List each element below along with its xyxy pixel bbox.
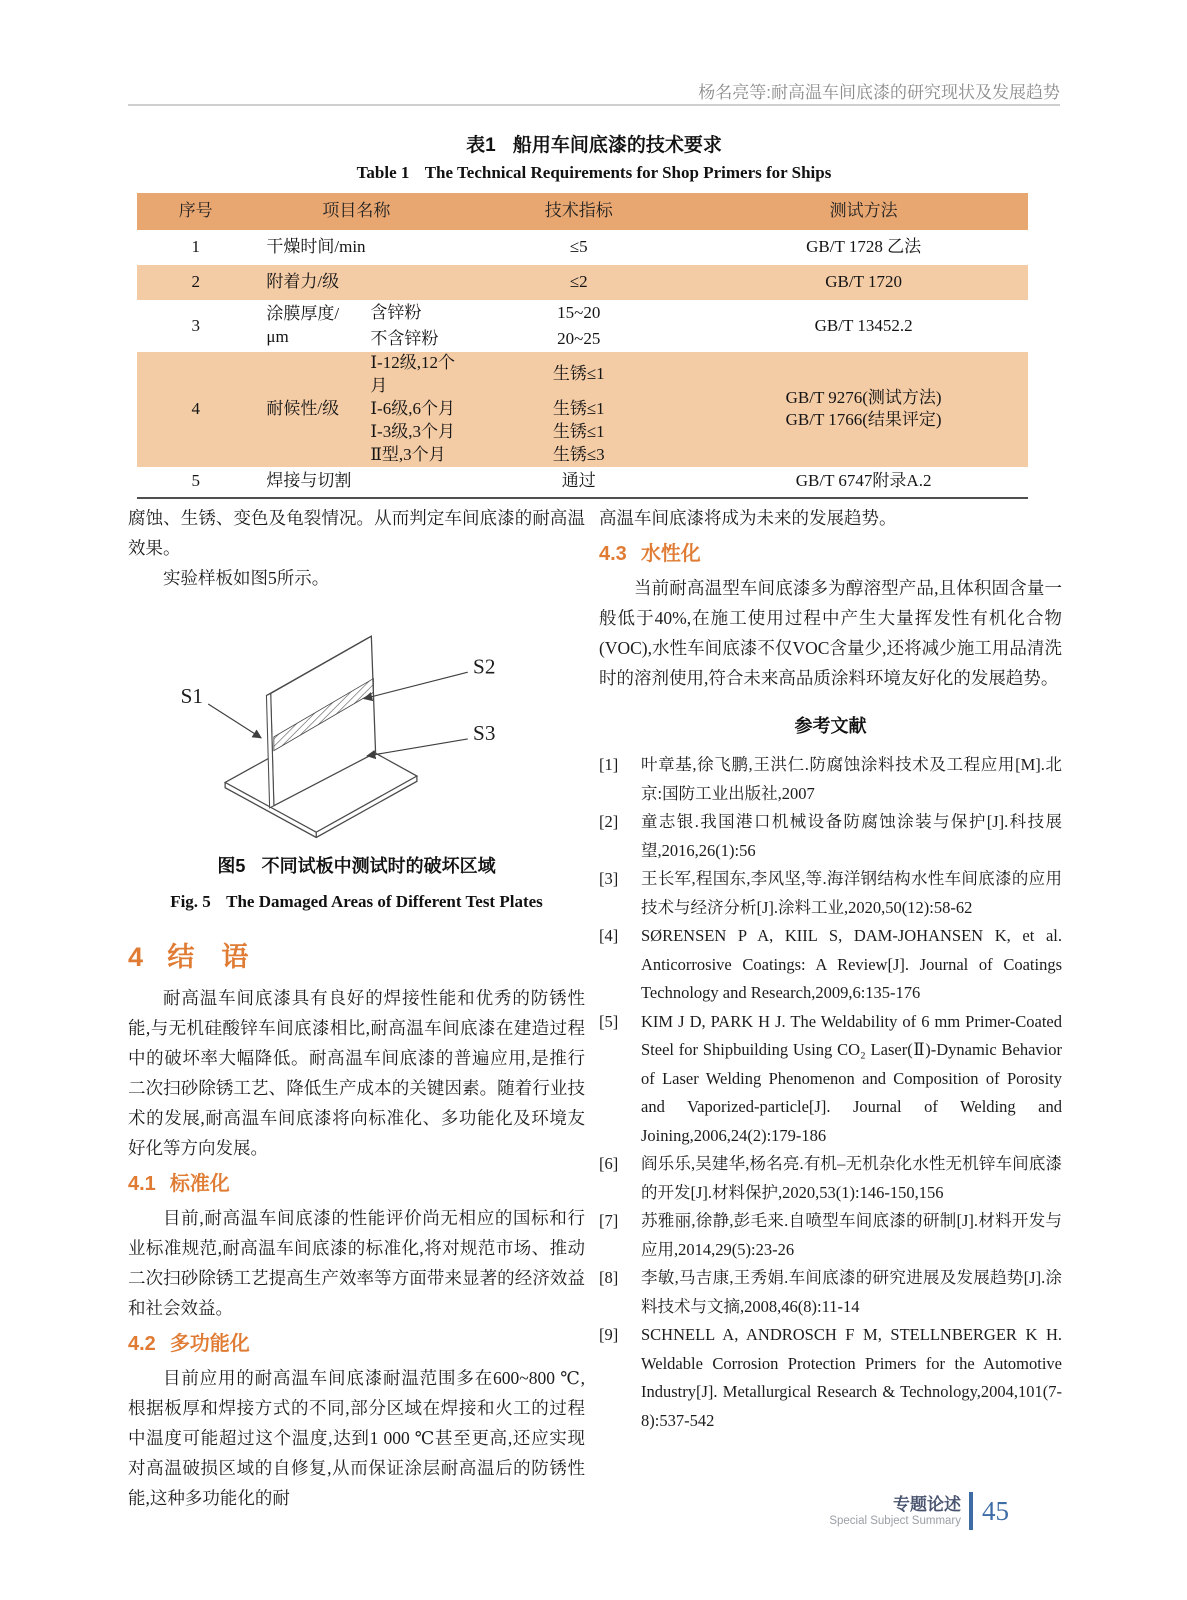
paragraph-continuation: 腐蚀、生锈、变色及龟裂情况。从而判定车间底漆的耐高温效果。 bbox=[128, 508, 585, 558]
cell-spec: 通过 bbox=[458, 467, 699, 498]
section-4-1-number: 4.1 bbox=[128, 1173, 156, 1196]
section-4-3-number: 4.3 bbox=[599, 543, 627, 565]
reference-item bbox=[599, 1321, 1062, 1435]
cell-subitem: Ⅰ-6级,6个月 bbox=[370, 398, 455, 418]
s2-label: S2 bbox=[473, 654, 496, 679]
requirements-table bbox=[137, 193, 1028, 499]
section-4-paragraph: 耐高温车间底漆具有良好的焊接性能和优秀的防锈性能,与无机硅酸锌车间底漆相比,耐高温车间底漆在建造过程中的破坏率大幅降低。耐高温车间底漆的普遍应用,是推行二次扫砂除锈工艺、降低生产成本的关键因素。随着行业技术的发展,耐高温车间底漆将向标准化、多功能化及环境友好化等方向发展。 bbox=[128, 988, 585, 1159]
footer-divider-bar bbox=[969, 1492, 973, 1530]
cell-subitem: Ⅰ-12级,12个月 bbox=[370, 353, 455, 395]
page-number: 45 bbox=[982, 1495, 1009, 1526]
table-row bbox=[137, 265, 1028, 300]
right-column bbox=[599, 503, 1062, 1513]
cell-spec: 20~25 bbox=[557, 328, 601, 348]
table-row bbox=[137, 230, 1028, 265]
reference-text: 童志银.我国港口机械设备防腐蚀涂装与保护[J].科技展望,2016,26(1):56 bbox=[641, 812, 1062, 860]
cell-spec: 生锈≤1 bbox=[552, 398, 605, 418]
reference-text: SCHNELL A, ANDROSCH F M, STELLNBERGER K H. Weldable Corrosion Protection Primers for the Automotive Industry[J]. Metallurgical Research & Technology,2004,101(7-8):537-542 bbox=[641, 1325, 1062, 1430]
cell-no: 3 bbox=[191, 315, 200, 335]
reference-item bbox=[599, 922, 1062, 1008]
figure-caption-prefix-en: Fig. 5 bbox=[170, 892, 211, 911]
reference-number: [5] bbox=[599, 1011, 619, 1031]
cell-subitem: Ⅱ型,3个月 bbox=[370, 444, 446, 464]
cell-spec: 15~20 bbox=[557, 302, 601, 322]
table-header-row bbox=[137, 193, 1028, 230]
reference-text: 王长军,程国东,李风坚,等.海洋钢结构水性车间底漆的应用技术与经济分析[J].涂料工业,2020,50(12):58-62 bbox=[641, 869, 1062, 917]
reference-text: 叶章基,徐飞鹏,王洪仁.防腐蚀涂料技术及工程应用[M].北京:国防工业出版社,2007 bbox=[641, 755, 1062, 803]
reference-number: [8] bbox=[599, 1268, 619, 1287]
reference-text: 李敏,马吉康,王秀娟.车间底漆的研究进展及发展趋势[J].涂料技术与文摘,2008,46(8):11-14 bbox=[641, 1268, 1062, 1316]
section-4-3-title: 水性化 bbox=[640, 543, 701, 565]
col-header-method: 测试方法 bbox=[829, 201, 898, 221]
section-4-2-heading bbox=[128, 1331, 585, 1357]
page-footer bbox=[829, 1492, 1009, 1530]
reference-item bbox=[599, 1264, 1062, 1321]
section-4-2-title: 多功能化 bbox=[169, 1333, 250, 1356]
cell-spec: ≤5 bbox=[569, 237, 588, 257]
figure-intro: 实验样板如图5所示。 bbox=[163, 568, 330, 588]
reference-number: [2] bbox=[599, 812, 619, 831]
figure-caption-text-en: The Damaged Areas of Different Test Plates bbox=[226, 892, 543, 911]
table-row bbox=[137, 300, 1028, 326]
section-4-1-paragraph: 目前,耐高温车间底漆的性能评价尚无相应的国标和行业标准规范,耐高温车间底漆的标准化,将对规范市场、推动二次扫砂除锈工艺提高生产效率等方面带来显著的经济效益和社会效益。 bbox=[128, 1208, 585, 1319]
section-4-2-paragraph: 目前应用的耐高温车间底漆耐温范围多在600~800 ℃,根据板厚和焊接方式的不同,部分区域在焊接和火工的过程中温度可能超过这个温度,达到1 000 ℃甚至更高,还应实现对高温破损区域的自修复,从而保证涂层耐高温后的防锈性能,这种多功能化的耐 bbox=[128, 1368, 585, 1509]
reference-text: 苏雅丽,徐静,彭毛来.自喷型车间底漆的研制[J].材料开发与应用,2014,29(5):23-26 bbox=[641, 1211, 1062, 1259]
test-plate-drawing bbox=[134, 601, 579, 843]
reference-item bbox=[599, 865, 1062, 922]
table-title-text-en: The Technical Requirements for Shop Primers for Ships bbox=[424, 163, 832, 182]
cell-no: 4 bbox=[191, 398, 200, 418]
reference-item bbox=[599, 1008, 1062, 1151]
cell-method: GB/T 6747附录A.2 bbox=[699, 467, 1028, 498]
table-title-prefix-en: Table 1 bbox=[356, 163, 410, 182]
cell-subitem: 不含锌粉 bbox=[370, 328, 439, 348]
table1-block bbox=[128, 130, 1060, 499]
figure5-test-plate-diagram bbox=[128, 601, 585, 917]
reference-item bbox=[599, 808, 1062, 865]
reference-number: [7] bbox=[599, 1211, 619, 1230]
col-header-no: 序号 bbox=[178, 201, 213, 221]
s1-leader-arrow bbox=[208, 704, 261, 738]
table-row bbox=[137, 467, 1028, 498]
cell-spec: 生锈≤1 bbox=[552, 421, 605, 441]
left-column bbox=[128, 503, 585, 1513]
cell-method-line1: GB/T 9276(测试方法) bbox=[785, 387, 942, 407]
references-title: 参考文献 bbox=[794, 716, 867, 736]
footer-section-cn: 专题论述 bbox=[893, 1495, 961, 1515]
figure-caption-en bbox=[128, 887, 585, 917]
cell-item: 干燥时间/min bbox=[266, 237, 366, 257]
reference-number: [9] bbox=[599, 1325, 619, 1344]
reference-text: 阎乐乐,吴建华,杨名亮.有机–无机杂化水性无机锌车间底漆的开发[J].材料保护,2020,53(1):146-150,156 bbox=[641, 1154, 1062, 1202]
section-4-number: 4 bbox=[128, 942, 144, 972]
reference-number: [1] bbox=[599, 755, 619, 774]
cell-spec: 生锈≤1 bbox=[552, 364, 605, 384]
cell-method: GB/T 13452.2 bbox=[814, 315, 913, 335]
s3-label: S3 bbox=[473, 721, 496, 746]
cell-item: 耐候性/级 bbox=[266, 398, 340, 418]
header-divider bbox=[128, 104, 1060, 106]
section-4-2-number: 4.2 bbox=[128, 1333, 156, 1356]
footer-section-en: Special Subject Summary bbox=[829, 1514, 961, 1527]
cell-item: 焊接与切割 bbox=[254, 467, 458, 498]
two-column-body bbox=[128, 503, 1062, 1513]
s1-label: S1 bbox=[180, 683, 204, 708]
cell-spec: ≤2 bbox=[569, 272, 588, 292]
figure-caption-cn bbox=[128, 851, 585, 881]
figure-caption-text-cn: 不同试板中测试时的破坏区域 bbox=[261, 856, 496, 876]
running-head: 杨名亮等:耐高温车间底漆的研究现状及发展趋势 bbox=[698, 83, 1060, 102]
section-4-heading bbox=[128, 941, 585, 973]
table-row bbox=[137, 352, 1028, 398]
s3-leader-arrow bbox=[367, 739, 468, 756]
col-header-item: 项目名称 bbox=[322, 201, 391, 221]
section-4-3-paragraph: 当前耐高温型车间底漆多为醇溶型产品,且体积固含量一般低于40%,在施工使用过程中产生大量挥发性有机化合物(VOC),水性车间底漆不仅VOC含量少,还将减少施工用品清洗时的溶剂使用,符合未来高品质涂料环境友好化的发展趋势。 bbox=[599, 578, 1062, 688]
cell-method: GB/T 1720 bbox=[825, 272, 902, 292]
reference-item bbox=[599, 1207, 1062, 1264]
reference-item bbox=[599, 751, 1062, 808]
footer-section-label bbox=[829, 1495, 961, 1527]
s2-leader-arrow bbox=[364, 672, 468, 698]
section-4-1-title: 标准化 bbox=[169, 1173, 230, 1196]
reference-number: [4] bbox=[599, 926, 619, 945]
reference-text: SØRENSEN P A, KIIL S, DAM-JOHANSEN K, et al. Anticorrosive Coatings: A Review[J]. Journal of Coatings Technology and Research,2009,6:135-176 bbox=[641, 926, 1062, 1002]
section-4-1-heading bbox=[128, 1171, 585, 1197]
cell-subitem: 含锌粉 bbox=[370, 302, 422, 322]
cell-item: 涂膜厚度/μm bbox=[266, 304, 340, 346]
cell-method: GB/T 1728 乙法 bbox=[806, 237, 922, 257]
reference-text: KIM J D, PARK H J. The Weldability of 6 mm Primer-Coated Steel for Shipbuilding Using CO₂ Laser(Ⅱ)-Dynamic Behavior of Laser Welding Phenomenon and Composition of Porosity and Vaporized-particle[J]. Journal of Welding and Joining,2006,24(2):179-186 bbox=[641, 1011, 1062, 1145]
reference-item bbox=[599, 1150, 1062, 1207]
cell-spec: 生锈≤3 bbox=[552, 444, 605, 464]
table-title-prefix-cn: 表1 bbox=[466, 135, 496, 156]
section-4-3-heading bbox=[599, 541, 1062, 567]
table-title-en bbox=[128, 163, 1060, 183]
cell-item: 附着力/级 bbox=[266, 272, 340, 292]
cell-method-line2: GB/T 1766(结果评定) bbox=[785, 410, 942, 430]
cell-no: 5 bbox=[137, 467, 254, 498]
cell-no: 1 bbox=[191, 237, 200, 257]
section-4-title: 结 语 bbox=[167, 942, 249, 972]
cell-method bbox=[699, 352, 1028, 467]
table-title-text-cn: 船用车间底漆的技术要求 bbox=[512, 135, 722, 156]
reference-number: [3] bbox=[599, 869, 619, 888]
figure-caption-prefix-cn: 图5 bbox=[217, 856, 246, 876]
paragraph-continuation: 高温车间底漆将成为未来的发展趋势。 bbox=[599, 508, 897, 528]
col-header-spec: 技术指标 bbox=[544, 201, 613, 221]
reference-number: [6] bbox=[599, 1154, 619, 1173]
cell-no: 2 bbox=[191, 272, 200, 292]
table-title-cn bbox=[128, 130, 1060, 157]
cell-subitem: Ⅰ-3级,3个月 bbox=[370, 421, 455, 441]
